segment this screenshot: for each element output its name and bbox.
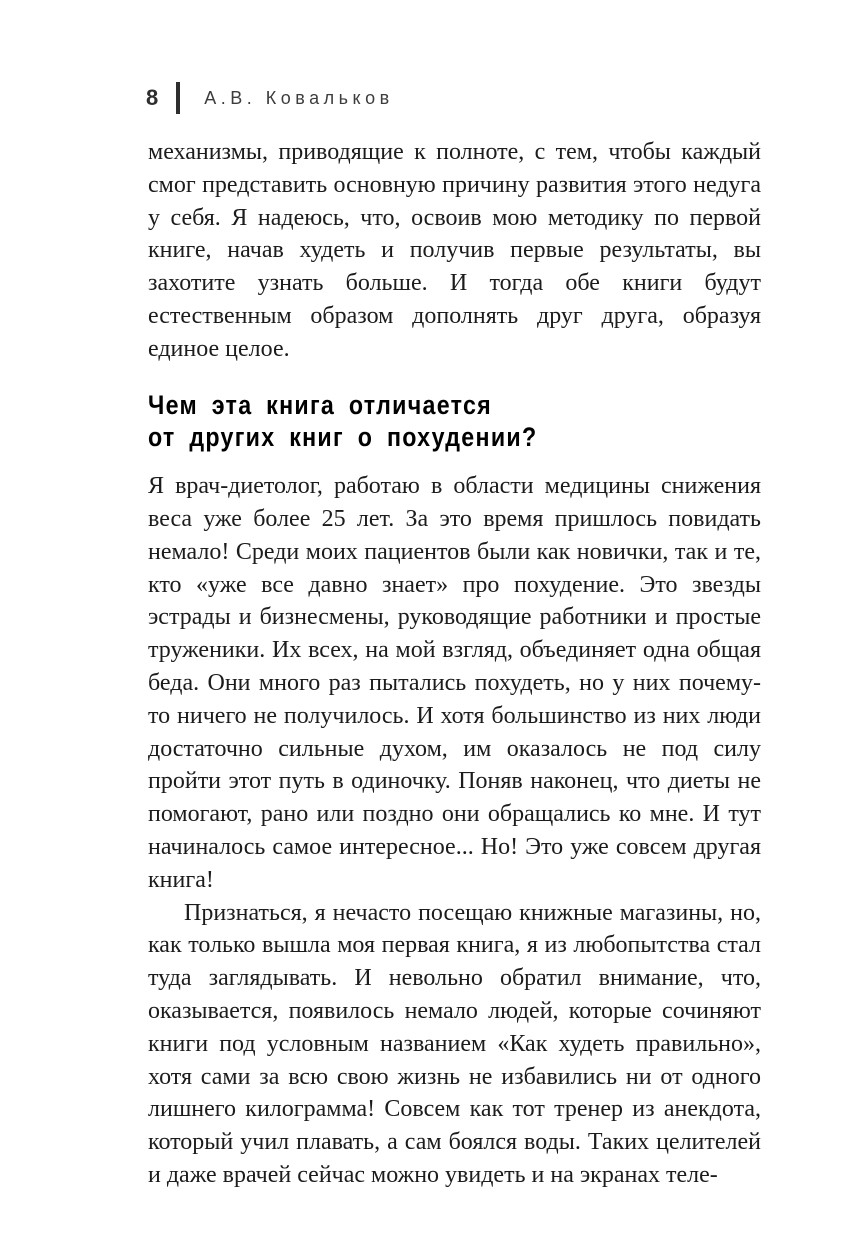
page-number: 8 <box>146 85 159 110</box>
running-head-author: А.В. Ковальков <box>204 87 394 108</box>
section-heading-line-1: Чем эта книга отличается <box>148 389 493 420</box>
page-body <box>148 136 761 1192</box>
section-heading-line-2: от других книг о похудении? <box>148 422 538 453</box>
section-heading <box>148 389 761 455</box>
paragraph-bookstores: Признаться, я нечасто посещаю книжные магазины, но, как только вышла моя первая книга, я из любопытства стал туда заглядывать. И невольно обратил внимание, что, оказывается, появилось немало людей, которые сочиняют книги под условным названием «Как худеть правильно», хотя сами за всю свою жизнь не избавились ни от одного лишнего килограмма! Совсем как тот тренер из анекдота, который учил плавать, а сам боялся воды. Таких целителей и даже врачей сейчас можно увидеть и на экранах теле- <box>148 899 761 1188</box>
paragraph-author-experience: Я врач-диетолог, работаю в области медицины снижения веса уже более 25 лет. За это время пришлось повидать немало! Среди моих пациентов были как новички, так и те, кто «уже все давно знает» про похудение. Это звезды эстрады и бизнесмены, руководящие работники и простые труженики. Их всех, на мой взгляд, объединяет одна общая беда. Они много раз пытались похудеть, но у них почему-то ничего не получилось. И хотя большинство из них люди достаточно сильные духом, им оказалось не под силу пройти этот путь в одиночку. Поняв наконец, что диеты не помогают, рано или поздно они обращались ко мне. И тут начиналось самое интересное... Но! Это уже совсем другая книга! <box>148 473 761 893</box>
page-header <box>146 82 394 114</box>
paragraph-continuation: механизмы, приводящие к полноте, с тем, чтобы каждый смог представить основную причину развития этого недуга у себя. Я надеюсь, что, освоив мою методику по первой книге, начав худеть и получив первые результаты, вы захотите узнать больше. И тогда обе книги будут естественным образом дополнять друг друга, образуя единое целое. <box>148 139 761 362</box>
header-divider <box>176 82 180 114</box>
